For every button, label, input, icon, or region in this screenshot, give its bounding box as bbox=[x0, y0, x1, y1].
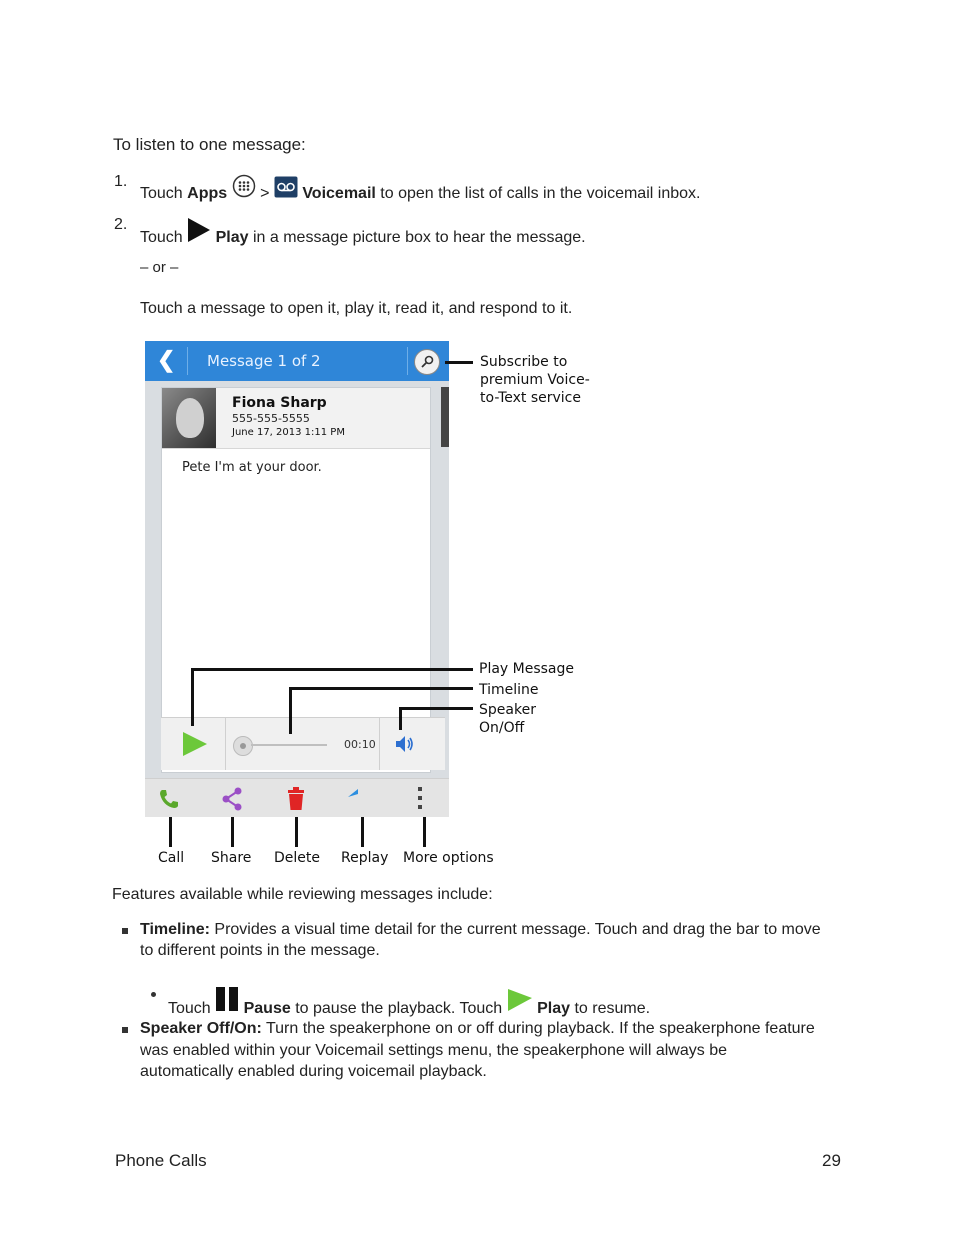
callout-line bbox=[399, 707, 473, 710]
title-bar bbox=[145, 341, 449, 381]
step-text: > bbox=[260, 185, 270, 202]
phone-icon[interactable] bbox=[157, 787, 181, 816]
callout-line bbox=[423, 817, 426, 847]
key-icon[interactable] bbox=[414, 349, 440, 375]
callout-line bbox=[169, 817, 172, 847]
callout-speaker bbox=[479, 701, 536, 737]
callout-subscribe bbox=[480, 353, 590, 407]
voicemail-label: Voicemail bbox=[302, 185, 376, 202]
sub-bullet bbox=[168, 986, 650, 1021]
callout-text: On/Off bbox=[479, 720, 525, 736]
pause-label: Pause bbox=[243, 1000, 291, 1017]
step-text: to open the list of calls in the voicemail inbox. bbox=[380, 185, 701, 202]
bullet-marker bbox=[151, 992, 156, 997]
alt-instruction: Touch a message to open it, play it, read it, and respond to it. bbox=[140, 300, 573, 317]
contact-number: 555-555-5555 bbox=[232, 412, 310, 425]
play-label: Play bbox=[215, 229, 249, 246]
pause-icon bbox=[215, 986, 239, 1021]
message-card[interactable] bbox=[161, 387, 431, 773]
feature-text: Turn the speakerphone on or off during playback. If the speakerphone feature bbox=[265, 1020, 815, 1037]
divider bbox=[379, 718, 380, 770]
callout-line bbox=[191, 668, 473, 671]
feature-text: automatically enabled during voicemail playback. bbox=[140, 1063, 487, 1080]
divider bbox=[187, 347, 188, 375]
callout-text: Subscribe to bbox=[480, 354, 568, 370]
bullet-marker bbox=[122, 1027, 128, 1033]
feature-timeline bbox=[140, 921, 821, 939]
step-text: Touch bbox=[140, 229, 183, 246]
step-text: in a message picture box to hear the message. bbox=[252, 229, 586, 246]
feature-label: Timeline: bbox=[140, 921, 210, 938]
divider bbox=[407, 347, 408, 375]
callout-line bbox=[289, 688, 292, 734]
callout-line bbox=[289, 687, 473, 690]
callout-play-message: Play Message bbox=[479, 661, 575, 677]
label-delete: Delete bbox=[274, 850, 320, 866]
reply-icon[interactable] bbox=[347, 788, 373, 815]
voicemail-icon bbox=[274, 176, 298, 206]
contact-name: Fiona Sharp bbox=[232, 395, 327, 411]
action-bar bbox=[145, 778, 449, 817]
features-intro: Features available while reviewing messages include: bbox=[112, 886, 493, 903]
feature-speaker bbox=[140, 1020, 815, 1038]
feature-label: Speaker Off/On: bbox=[140, 1020, 262, 1037]
page-number: 29 bbox=[822, 1151, 841, 1170]
play-message-button[interactable] bbox=[181, 730, 209, 763]
callout-text: premium Voice- bbox=[480, 372, 590, 388]
player-bar bbox=[161, 717, 445, 770]
label-replay: Replay bbox=[341, 850, 389, 866]
chevron-left-icon[interactable]: ❮ bbox=[157, 347, 176, 372]
label-share: Share bbox=[211, 850, 252, 866]
callout-line bbox=[361, 817, 364, 847]
step-text: Touch bbox=[140, 185, 183, 202]
callout-line bbox=[295, 817, 298, 847]
message-date: June 17, 2013 1:11 PM bbox=[232, 427, 345, 438]
feature-text: was enabled within your Voicemail settings menu, the speakerphone will always be bbox=[140, 1042, 727, 1059]
message-text: Pete I'm at your door. bbox=[182, 460, 322, 475]
step-number: 1. bbox=[114, 173, 128, 190]
label-more-options: More options bbox=[403, 850, 494, 866]
play-icon bbox=[187, 217, 211, 250]
sub-text: to resume. bbox=[574, 1000, 651, 1017]
message-title: Message 1 of 2 bbox=[207, 352, 321, 370]
timeline-track[interactable] bbox=[251, 744, 327, 746]
callout-line bbox=[445, 361, 473, 364]
step-2 bbox=[140, 217, 586, 250]
apps-icon bbox=[232, 174, 256, 206]
step-1 bbox=[140, 174, 700, 206]
next-card-edge bbox=[441, 387, 449, 447]
feature-text: Provides a visual time detail for the current message. Touch and drag the bar to move bbox=[214, 921, 821, 938]
callout-line bbox=[231, 817, 234, 847]
sub-text: to pause the playback. Touch bbox=[295, 1000, 503, 1017]
sub-text: Touch bbox=[168, 1000, 211, 1017]
play-icon bbox=[507, 988, 533, 1021]
footer-section: Phone Calls bbox=[115, 1151, 207, 1170]
contact-header bbox=[162, 388, 430, 449]
callout-text: to-Text service bbox=[480, 390, 581, 406]
trash-icon[interactable] bbox=[285, 786, 307, 817]
callout-text: Speaker bbox=[479, 702, 536, 718]
divider bbox=[225, 718, 226, 770]
playback-time: 00:10 bbox=[344, 738, 376, 751]
callout-line bbox=[399, 708, 402, 730]
callout-line bbox=[191, 669, 194, 726]
step-number: 2. bbox=[114, 216, 128, 233]
phone-screenshot bbox=[145, 341, 449, 817]
callout-timeline: Timeline bbox=[479, 682, 539, 698]
section-heading: To listen to one message: bbox=[113, 135, 306, 154]
speaker-icon[interactable] bbox=[394, 733, 416, 760]
feature-text: to different points in the message. bbox=[140, 942, 380, 959]
more-vertical-icon[interactable] bbox=[415, 785, 425, 816]
timeline-slider[interactable] bbox=[233, 736, 253, 756]
label-call: Call bbox=[158, 850, 185, 866]
bullet-marker bbox=[122, 928, 128, 934]
share-icon[interactable] bbox=[220, 786, 244, 817]
play-label: Play bbox=[537, 1000, 570, 1017]
avatar bbox=[162, 388, 216, 448]
or-separator: – or – bbox=[140, 259, 179, 276]
apps-label: Apps bbox=[187, 185, 228, 202]
